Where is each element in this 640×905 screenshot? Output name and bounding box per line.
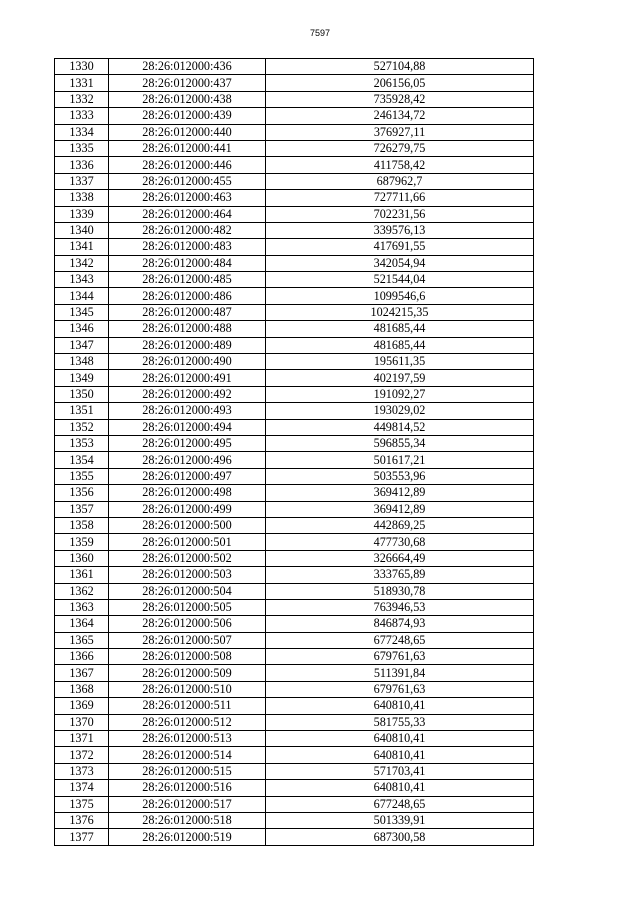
row-number-cell: 1363 (55, 599, 109, 615)
cadastral-number-cell: 28:26:012000:498 (109, 485, 266, 501)
row-number-cell: 1354 (55, 452, 109, 468)
table-row (55, 354, 534, 370)
row-number-cell: 1349 (55, 370, 109, 386)
value-cell: 511391,84 (266, 665, 534, 681)
row-number-cell: 1366 (55, 649, 109, 665)
value-cell: 596855,34 (266, 435, 534, 451)
table-row (55, 321, 534, 337)
value-cell: 191092,27 (266, 386, 534, 402)
cadastral-number-cell: 28:26:012000:463 (109, 190, 266, 206)
row-number-cell: 1369 (55, 698, 109, 714)
value-cell: 1024215,35 (266, 304, 534, 320)
table-row (55, 288, 534, 304)
value-cell: 677248,65 (266, 796, 534, 812)
row-number-cell: 1345 (55, 304, 109, 320)
value-cell: 342054,94 (266, 255, 534, 271)
value-cell: 333765,89 (266, 567, 534, 583)
row-number-cell: 1344 (55, 288, 109, 304)
value-cell: 735928,42 (266, 91, 534, 107)
cadastral-number-cell: 28:26:012000:517 (109, 796, 266, 812)
cadastral-number-cell: 28:26:012000:490 (109, 354, 266, 370)
cadastral-number-cell: 28:26:012000:495 (109, 435, 266, 451)
table-row (55, 763, 534, 779)
table-row (55, 435, 534, 451)
row-number-cell: 1372 (55, 747, 109, 763)
value-cell: 206156,05 (266, 75, 534, 91)
row-number-cell: 1342 (55, 255, 109, 271)
cadastral-number-cell: 28:26:012000:507 (109, 632, 266, 648)
table-row (55, 452, 534, 468)
value-cell: 727711,66 (266, 190, 534, 206)
value-cell: 193029,02 (266, 403, 534, 419)
table-row (55, 812, 534, 828)
table-row (55, 173, 534, 189)
row-number-cell: 1370 (55, 714, 109, 730)
row-number-cell: 1337 (55, 173, 109, 189)
row-number-cell: 1356 (55, 485, 109, 501)
table-row (55, 403, 534, 419)
cadastral-number-cell: 28:26:012000:506 (109, 616, 266, 632)
cadastral-number-cell: 28:26:012000:502 (109, 550, 266, 566)
cadastral-number-cell: 28:26:012000:496 (109, 452, 266, 468)
cadastral-number-cell: 28:26:012000:436 (109, 59, 266, 75)
cadastral-value-table (54, 58, 534, 846)
value-cell: 679761,63 (266, 681, 534, 697)
cadastral-number-cell: 28:26:012000:487 (109, 304, 266, 320)
cadastral-number-cell: 28:26:012000:514 (109, 747, 266, 763)
table-row (55, 485, 534, 501)
value-cell: 521544,04 (266, 272, 534, 288)
value-cell: 581755,33 (266, 714, 534, 730)
table-row (55, 665, 534, 681)
value-cell: 369412,89 (266, 485, 534, 501)
value-cell: 571703,41 (266, 763, 534, 779)
table-row (55, 599, 534, 615)
row-number-cell: 1365 (55, 632, 109, 648)
row-number-cell: 1373 (55, 763, 109, 779)
row-number-cell: 1338 (55, 190, 109, 206)
row-number-cell: 1340 (55, 222, 109, 238)
table-row (55, 337, 534, 353)
cadastral-number-cell: 28:26:012000:441 (109, 140, 266, 156)
cadastral-number-cell: 28:26:012000:446 (109, 157, 266, 173)
row-number-cell: 1358 (55, 517, 109, 533)
cadastral-number-cell: 28:26:012000:485 (109, 272, 266, 288)
cadastral-number-cell: 28:26:012000:504 (109, 583, 266, 599)
row-number-cell: 1361 (55, 567, 109, 583)
cadastral-number-cell: 28:26:012000:519 (109, 829, 266, 845)
value-cell: 518930,78 (266, 583, 534, 599)
table-row (55, 567, 534, 583)
table-row (55, 59, 534, 75)
cadastral-number-cell: 28:26:012000:512 (109, 714, 266, 730)
row-number-cell: 1362 (55, 583, 109, 599)
table-row (55, 206, 534, 222)
cadastral-number-cell: 28:26:012000:494 (109, 419, 266, 435)
cadastral-number-cell: 28:26:012000:440 (109, 124, 266, 140)
cadastral-number-cell: 28:26:012000:464 (109, 206, 266, 222)
cadastral-number-cell: 28:26:012000:437 (109, 75, 266, 91)
table-row (55, 157, 534, 173)
value-cell: 411758,42 (266, 157, 534, 173)
cadastral-number-cell: 28:26:012000:511 (109, 698, 266, 714)
row-number-cell: 1351 (55, 403, 109, 419)
row-number-cell: 1353 (55, 435, 109, 451)
cadastral-number-cell: 28:26:012000:508 (109, 649, 266, 665)
table-row (55, 731, 534, 747)
cadastral-number-cell: 28:26:012000:515 (109, 763, 266, 779)
table-row (55, 714, 534, 730)
table-row (55, 698, 534, 714)
row-number-cell: 1335 (55, 140, 109, 156)
value-cell: 402197,59 (266, 370, 534, 386)
value-cell: 326664,49 (266, 550, 534, 566)
table-row (55, 517, 534, 533)
value-cell: 481685,44 (266, 337, 534, 353)
value-cell: 501617,21 (266, 452, 534, 468)
table-row (55, 124, 534, 140)
value-cell: 481685,44 (266, 321, 534, 337)
value-cell: 449814,52 (266, 419, 534, 435)
row-number-cell: 1368 (55, 681, 109, 697)
cadastral-number-cell: 28:26:012000:505 (109, 599, 266, 615)
value-cell: 477730,68 (266, 534, 534, 550)
row-number-cell: 1332 (55, 91, 109, 107)
table-row (55, 550, 534, 566)
table-row (55, 780, 534, 796)
row-number-cell: 1355 (55, 468, 109, 484)
table-row (55, 75, 534, 91)
value-cell: 702231,56 (266, 206, 534, 222)
row-number-cell: 1375 (55, 796, 109, 812)
table-row (55, 304, 534, 320)
table-row (55, 534, 534, 550)
row-number-cell: 1364 (55, 616, 109, 632)
table-row (55, 140, 534, 156)
table-row (55, 796, 534, 812)
table-row (55, 419, 534, 435)
table-row (55, 649, 534, 665)
table-row (55, 272, 534, 288)
table-row (55, 255, 534, 271)
row-number-cell: 1352 (55, 419, 109, 435)
cadastral-number-cell: 28:26:012000:493 (109, 403, 266, 419)
row-number-cell: 1331 (55, 75, 109, 91)
value-cell: 369412,89 (266, 501, 534, 517)
value-cell: 527104,88 (266, 59, 534, 75)
table-row (55, 616, 534, 632)
row-number-cell: 1346 (55, 321, 109, 337)
cadastral-number-cell: 28:26:012000:501 (109, 534, 266, 550)
row-number-cell: 1350 (55, 386, 109, 402)
value-cell: 640810,41 (266, 731, 534, 747)
cadastral-number-cell: 28:26:012000:516 (109, 780, 266, 796)
value-cell: 687962,7 (266, 173, 534, 189)
cadastral-number-cell: 28:26:012000:486 (109, 288, 266, 304)
row-number-cell: 1333 (55, 108, 109, 124)
cadastral-number-cell: 28:26:012000:488 (109, 321, 266, 337)
cadastral-number-cell: 28:26:012000:482 (109, 222, 266, 238)
row-number-cell: 1334 (55, 124, 109, 140)
row-number-cell: 1359 (55, 534, 109, 550)
cadastral-number-cell: 28:26:012000:492 (109, 386, 266, 402)
value-cell: 679761,63 (266, 649, 534, 665)
row-number-cell: 1343 (55, 272, 109, 288)
cadastral-number-cell: 28:26:012000:518 (109, 812, 266, 828)
row-number-cell: 1336 (55, 157, 109, 173)
table-body (55, 59, 534, 846)
table-row (55, 747, 534, 763)
table-row (55, 632, 534, 648)
cadastral-number-cell: 28:26:012000:484 (109, 255, 266, 271)
table-row (55, 468, 534, 484)
table-row (55, 108, 534, 124)
cadastral-number-cell: 28:26:012000:489 (109, 337, 266, 353)
cadastral-number-cell: 28:26:012000:500 (109, 517, 266, 533)
value-cell: 417691,55 (266, 239, 534, 255)
row-number-cell: 1339 (55, 206, 109, 222)
row-number-cell: 1341 (55, 239, 109, 255)
value-cell: 640810,41 (266, 747, 534, 763)
cadastral-number-cell: 28:26:012000:509 (109, 665, 266, 681)
table-row (55, 222, 534, 238)
value-cell: 442869,25 (266, 517, 534, 533)
value-cell: 246134,72 (266, 108, 534, 124)
table-row (55, 681, 534, 697)
row-number-cell: 1357 (55, 501, 109, 517)
cadastral-number-cell: 28:26:012000:510 (109, 681, 266, 697)
value-cell: 376927,11 (266, 124, 534, 140)
table-row (55, 386, 534, 402)
cadastral-number-cell: 28:26:012000:455 (109, 173, 266, 189)
cadastral-number-cell: 28:26:012000:483 (109, 239, 266, 255)
value-cell: 195611,35 (266, 354, 534, 370)
table-row (55, 91, 534, 107)
cadastral-number-cell: 28:26:012000:497 (109, 468, 266, 484)
value-cell: 503553,96 (266, 468, 534, 484)
value-cell: 763946,53 (266, 599, 534, 615)
row-number-cell: 1376 (55, 812, 109, 828)
row-number-cell: 1377 (55, 829, 109, 845)
cadastral-number-cell: 28:26:012000:499 (109, 501, 266, 517)
value-cell: 1099546,6 (266, 288, 534, 304)
cadastral-number-cell: 28:26:012000:491 (109, 370, 266, 386)
value-cell: 640810,41 (266, 698, 534, 714)
row-number-cell: 1348 (55, 354, 109, 370)
row-number-cell: 1347 (55, 337, 109, 353)
value-cell: 640810,41 (266, 780, 534, 796)
table-row (55, 501, 534, 517)
row-number-cell: 1371 (55, 731, 109, 747)
row-number-cell: 1360 (55, 550, 109, 566)
table-row (55, 583, 534, 599)
row-number-cell: 1367 (55, 665, 109, 681)
cadastral-number-cell: 28:26:012000:503 (109, 567, 266, 583)
table-row (55, 370, 534, 386)
value-cell: 846874,93 (266, 616, 534, 632)
cadastral-number-cell: 28:26:012000:439 (109, 108, 266, 124)
cadastral-number-cell: 28:26:012000:438 (109, 91, 266, 107)
row-number-cell: 1374 (55, 780, 109, 796)
table-row (55, 829, 534, 845)
value-cell: 677248,65 (266, 632, 534, 648)
table-row (55, 239, 534, 255)
row-number-cell: 1330 (55, 59, 109, 75)
table-row (55, 190, 534, 206)
value-cell: 501339,91 (266, 812, 534, 828)
value-cell: 687300,58 (266, 829, 534, 845)
value-cell: 339576,13 (266, 222, 534, 238)
page-number: 7597 (309, 28, 331, 38)
value-cell: 726279,75 (266, 140, 534, 156)
cadastral-number-cell: 28:26:012000:513 (109, 731, 266, 747)
